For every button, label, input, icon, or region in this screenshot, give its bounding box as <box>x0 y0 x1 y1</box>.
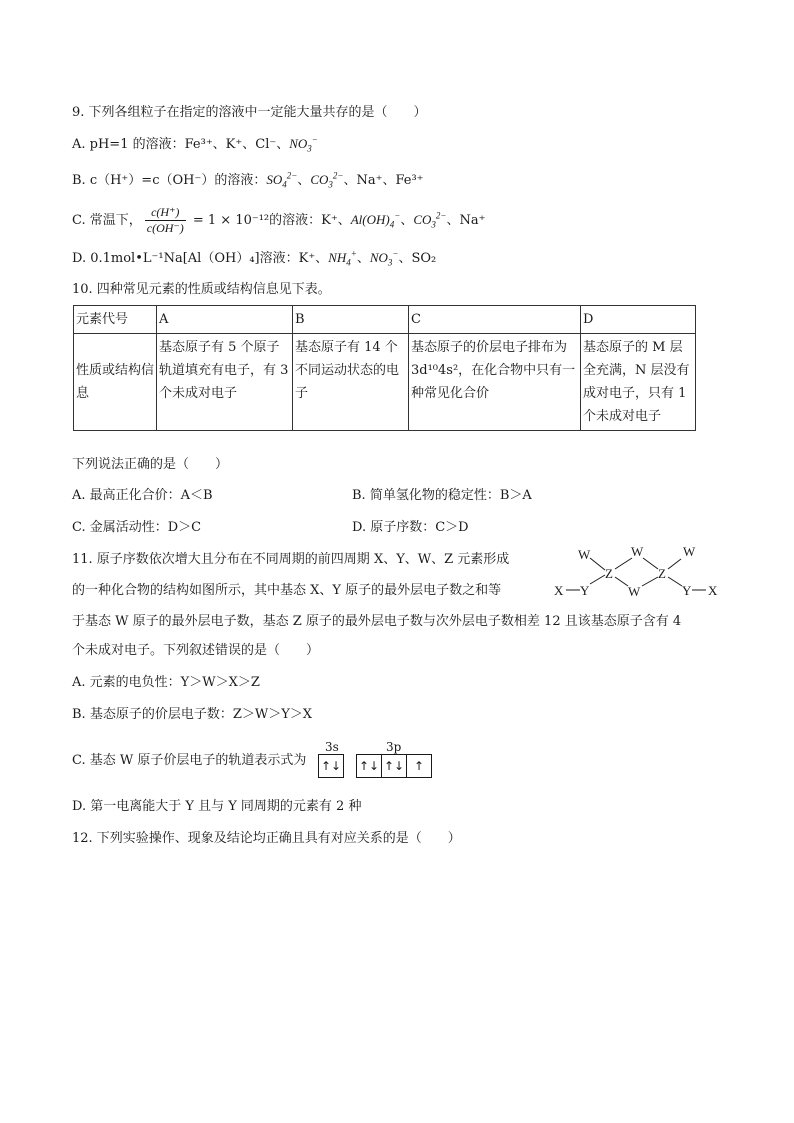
q11-option-b: B. 基态原子的价层电子数：Z＞W＞Y＞X <box>72 707 313 722</box>
atom-z: Z <box>658 566 666 581</box>
q11-option-d: D. 第一电离能大于 Y 且与 Y 同周期的元素有 2 种 <box>72 799 362 814</box>
nitrate-ion-2: $NO_3^-$ <box>369 248 399 268</box>
atom-w: W <box>578 547 591 562</box>
q10-option-b: B. 简单氢化物的稳定性：B＞A <box>352 488 532 503</box>
table-header-cell: A <box>157 306 293 334</box>
q11-stem-line3: 于基态 W 原子的最外层电子数，基态 Z 原子的最外层电子数与次外层电子数相差 12 且该基态原子含有 4 <box>72 614 682 629</box>
table-cell-d: 基态原子的 M 层全充满，N 层没有成对电子，只有 1 个未成对电子 <box>581 334 696 431</box>
table-header-cell: D <box>581 306 696 334</box>
q10-option-a: A. 最高正化合价：A＜B <box>72 488 213 503</box>
table-header-cell: B <box>293 306 409 334</box>
nitrate-ion: $NO_3^-$ <box>289 134 318 154</box>
ammonium-ion: $NH_4^+$ <box>328 248 357 268</box>
sulfate-ion: $SO_4^{2-}$ <box>266 170 298 190</box>
table-cell-c: 基态原子的价层电子排布为 3d¹⁰4s²，在化合物中只有一种常见化合价 <box>409 334 581 431</box>
atom-w: W <box>631 544 644 559</box>
orbital-3p-label: 3p <box>386 740 402 754</box>
orbital-box: ↑ <box>413 759 425 773</box>
q10-option-d: D. 原子序数：C＞D <box>352 520 469 535</box>
orbital-box: ↑↓ <box>357 755 382 777</box>
q9-option-a: A. pH=1 的溶液：Fe³⁺、K⁺、Cl⁻、$NO_3^-$ <box>72 134 318 154</box>
compound-structure-diagram <box>552 544 727 599</box>
atom-w: W <box>683 544 696 559</box>
q11-option-a: A. 元素的电负性：Y＞W＞X＞Z <box>72 675 260 690</box>
tetrahydroxoaluminate-ion: $Al(OH)_4^-$ <box>350 210 401 230</box>
q10-option-c: C. 金属活动性：D＞C <box>72 520 202 535</box>
atom-w: W <box>628 584 641 599</box>
orbital-3s-boxes <box>318 754 344 778</box>
q9-option-d: D. 0.1mol•L⁻¹Na[Al（OH）₄]溶液：K⁺、$NH_4^+$、$NO_3^-$、SO₂ <box>72 248 437 268</box>
q9-stem: 9. 下列各组粒子在指定的溶液中一定能大量共存的是（ ） <box>72 105 427 120</box>
table-cell-b: 基态原子有 14 个不同运动状态的电子 <box>293 334 409 431</box>
atom-x: X <box>708 583 718 598</box>
q9-option-b: B. c（H⁺）=c（OH⁻）的溶液：$SO_4^{2-}$、$CO_3^{2-}$、Na⁺、Fe³⁺ <box>72 170 424 190</box>
q11-stem-line2: 的一种化合物的结构如图所示，其中基态 X、Y 原子的最外层电子数之和等 <box>72 583 502 598</box>
atom-y: Y <box>580 583 590 598</box>
atom-x: X <box>554 583 564 598</box>
element-info-table <box>73 305 696 431</box>
table-row <box>74 334 696 431</box>
table-cell-a: 基态原子有 5 个原子轨道填充有电子，有 3 个未成对电子 <box>157 334 293 431</box>
q9-option-c: C. 常温下， $\frac{c(H^+)}{c(OH^-)}$ = 1 × 10⁻¹²的溶液：K⁺、$Al(OH)_4^-$、$CO_3^{2-}$、Na⁺ <box>72 205 486 235</box>
q11-stem-line1: 11. 原子序数依次增大且分布在不同周期的前四周期 X、Y、W、Z 元素形成 <box>72 552 510 567</box>
table-header-cell: C <box>409 306 581 334</box>
q10-prompt: 下列说法正确的是（ ） <box>72 457 229 472</box>
q10-stem: 10. 四种常见元素的性质或结构信息见下表。 <box>72 282 331 297</box>
carbonate-ion-2: $CO_3^{2-}$ <box>413 210 447 230</box>
orbital-3p-boxes <box>356 754 432 778</box>
q12-stem: 12. 下列实验操作、现象及结论均正确且具有对应关系的是（ ） <box>72 831 461 846</box>
table-header-row <box>74 306 696 334</box>
orbital-box: ↑↓ <box>382 755 407 777</box>
q11-option-c: C. 基态 W 原子价层电子的轨道表示式为 <box>72 753 307 768</box>
orbital-box: ↑↓ <box>320 759 342 773</box>
hydrogen-ratio-fraction: $\frac{c(H^+)}{c(OH^-)}$ <box>146 205 184 235</box>
orbital-3p <box>356 740 436 782</box>
orbital-3s <box>318 740 348 782</box>
atom-z: Z <box>605 566 613 581</box>
atom-y: Y <box>682 583 692 598</box>
table-row-label: 性质或结构信息 <box>74 334 157 431</box>
carbonate-ion: $CO_3^{2-}$ <box>310 170 344 190</box>
table-header-cell: 元素代号 <box>74 306 157 334</box>
q11-stem-line4: 个未成对电子。下列叙述错误的是（ ） <box>72 643 320 658</box>
orbital-3s-label: 3s <box>325 740 339 754</box>
